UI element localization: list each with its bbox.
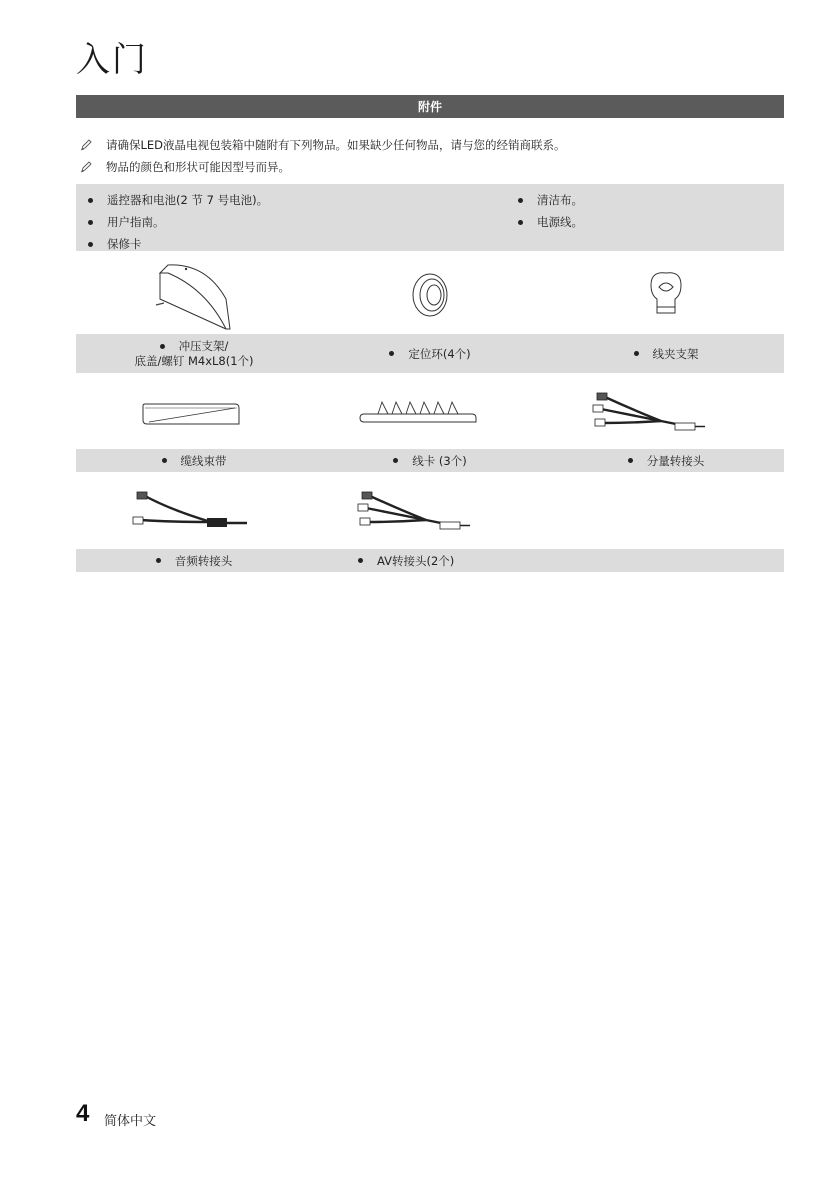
bullet-icon — [88, 220, 93, 225]
page-number: 4 — [76, 1100, 90, 1127]
list-item: 保修卡 — [88, 233, 268, 255]
list-item: 清洁布。 — [518, 189, 583, 211]
clip-caption: 线卡 (3个) — [312, 449, 548, 472]
bullet-icon — [88, 198, 93, 203]
bullet-icon — [88, 242, 93, 247]
note-text: 物品的颜色和形状可能因型号而异。 — [106, 160, 290, 174]
audio-adapter-icon — [131, 486, 251, 536]
accessory-list — [76, 184, 784, 251]
av-caption: AV转接头(2个) — [312, 549, 548, 572]
bullet-icon — [389, 351, 394, 356]
list-item: 用户指南。 — [88, 211, 268, 233]
ring-image — [370, 258, 490, 332]
image-row-3 — [76, 478, 784, 544]
caption-band-1 — [76, 334, 784, 373]
note-1 — [80, 137, 566, 153]
av-adapter-icon — [356, 486, 476, 536]
bullet-icon — [393, 458, 398, 463]
caption-band-2 — [76, 449, 784, 472]
bullet-icon — [628, 458, 633, 463]
cable-clip-icon — [358, 392, 478, 432]
section-title: 附件 — [417, 100, 442, 114]
list-right — [518, 189, 583, 233]
tie-image — [131, 376, 251, 448]
clip-holder-caption: 线夹支架 — [548, 334, 784, 373]
footer-language: 简体中文 — [104, 1114, 157, 1129]
clip-holder-image — [606, 258, 726, 332]
bullet-icon — [518, 198, 523, 203]
ring-caption: 定位环(4个) — [312, 334, 548, 373]
component-image — [576, 376, 726, 448]
note-pencil-icon — [80, 139, 92, 151]
stand-bracket-icon — [146, 259, 246, 331]
audio-caption: 音频转接头 — [76, 549, 312, 572]
bullet-icon — [156, 558, 161, 563]
bullet-icon — [160, 344, 165, 349]
note-pencil-icon — [80, 161, 92, 173]
tie-caption: 缆线束带 — [76, 449, 312, 472]
list-left — [88, 189, 268, 255]
cable-tie-icon — [139, 392, 243, 432]
note-2 — [80, 159, 290, 175]
component-caption: 分量转接头 — [548, 449, 784, 472]
stand-image — [136, 258, 256, 332]
audio-image — [126, 478, 256, 544]
page-title: 入门 — [76, 40, 148, 80]
list-item: 电源线。 — [518, 211, 583, 233]
caption-band-3 — [76, 549, 784, 572]
bullet-icon — [162, 458, 167, 463]
holder-ring-icon — [400, 265, 460, 325]
clip-image — [348, 376, 488, 448]
wire-holder-icon — [641, 265, 691, 325]
bullet-icon — [518, 220, 523, 225]
list-item: 遥控器和电池(2 节 7 号电池)。 — [88, 189, 268, 211]
section-header — [76, 95, 784, 118]
bullet-icon — [634, 351, 639, 356]
image-row-2 — [76, 376, 784, 448]
note-text: 请确保LED液晶电视包装箱中随附有下列物品。如果缺少任何物品，请与您的经销商联系。 — [106, 138, 566, 152]
stand-caption: 冲压支架/ 底盖/螺钉 M4xL8(1个) — [134, 338, 254, 368]
component-adapter-icon — [591, 387, 711, 437]
bullet-icon — [358, 558, 363, 563]
image-row-1 — [76, 258, 784, 332]
av-image — [346, 478, 486, 544]
